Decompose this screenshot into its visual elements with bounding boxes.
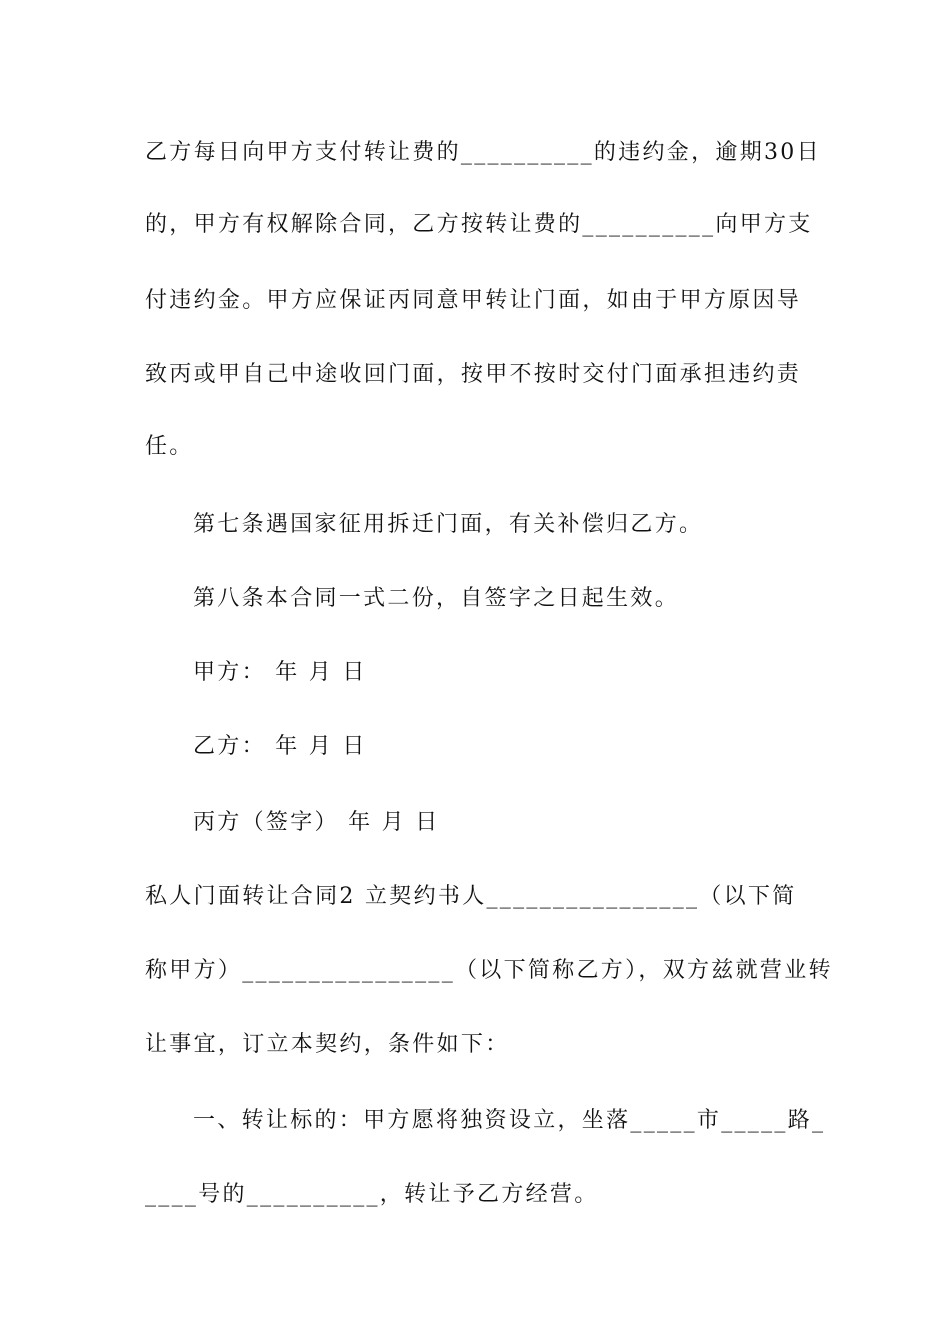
text-line: ____号的__________，转让予乙方经营。 (145, 1182, 599, 1207)
transfer-subject-clause: 一、转让标的：甲方愿将独资设立，坐落_____市_____路_ (193, 1108, 826, 1133)
clause-eight: 第八条本合同一式二份，自签字之日起生效。 (193, 586, 680, 611)
signature-party-c: 丙方（签字） 年 月 日 (193, 810, 440, 835)
text-line: 致丙或甲自己中途收回门面，按甲不按时交付门面承担违约责 (145, 362, 802, 387)
text-line: 让事宜，订立本契约，条件如下： (145, 1032, 510, 1057)
text-line: 乙方每日向甲方支付转让费的__________的违约金，逾期30日 (145, 140, 821, 165)
signature-party-a: 甲方： 年 月 日 (193, 660, 367, 685)
signature-party-b: 乙方： 年 月 日 (193, 734, 367, 759)
clause-seven: 第七条遇国家征用拆迁门面，有关补偿归乙方。 (193, 512, 704, 537)
contract-heading-line: 私人门面转让合同2 立契约书人________________（以下简 (145, 884, 797, 909)
text-line: 任。 (145, 434, 194, 459)
text-line: 称甲方）________________（以下简称乙方），双方兹就营业转 (145, 958, 833, 983)
text-line: 付违约金。甲方应保证丙同意甲转让门面，如由于甲方原因导 (145, 288, 802, 313)
text-line: 的，甲方有权解除合同，乙方按转让费的__________向甲方支 (145, 212, 813, 237)
